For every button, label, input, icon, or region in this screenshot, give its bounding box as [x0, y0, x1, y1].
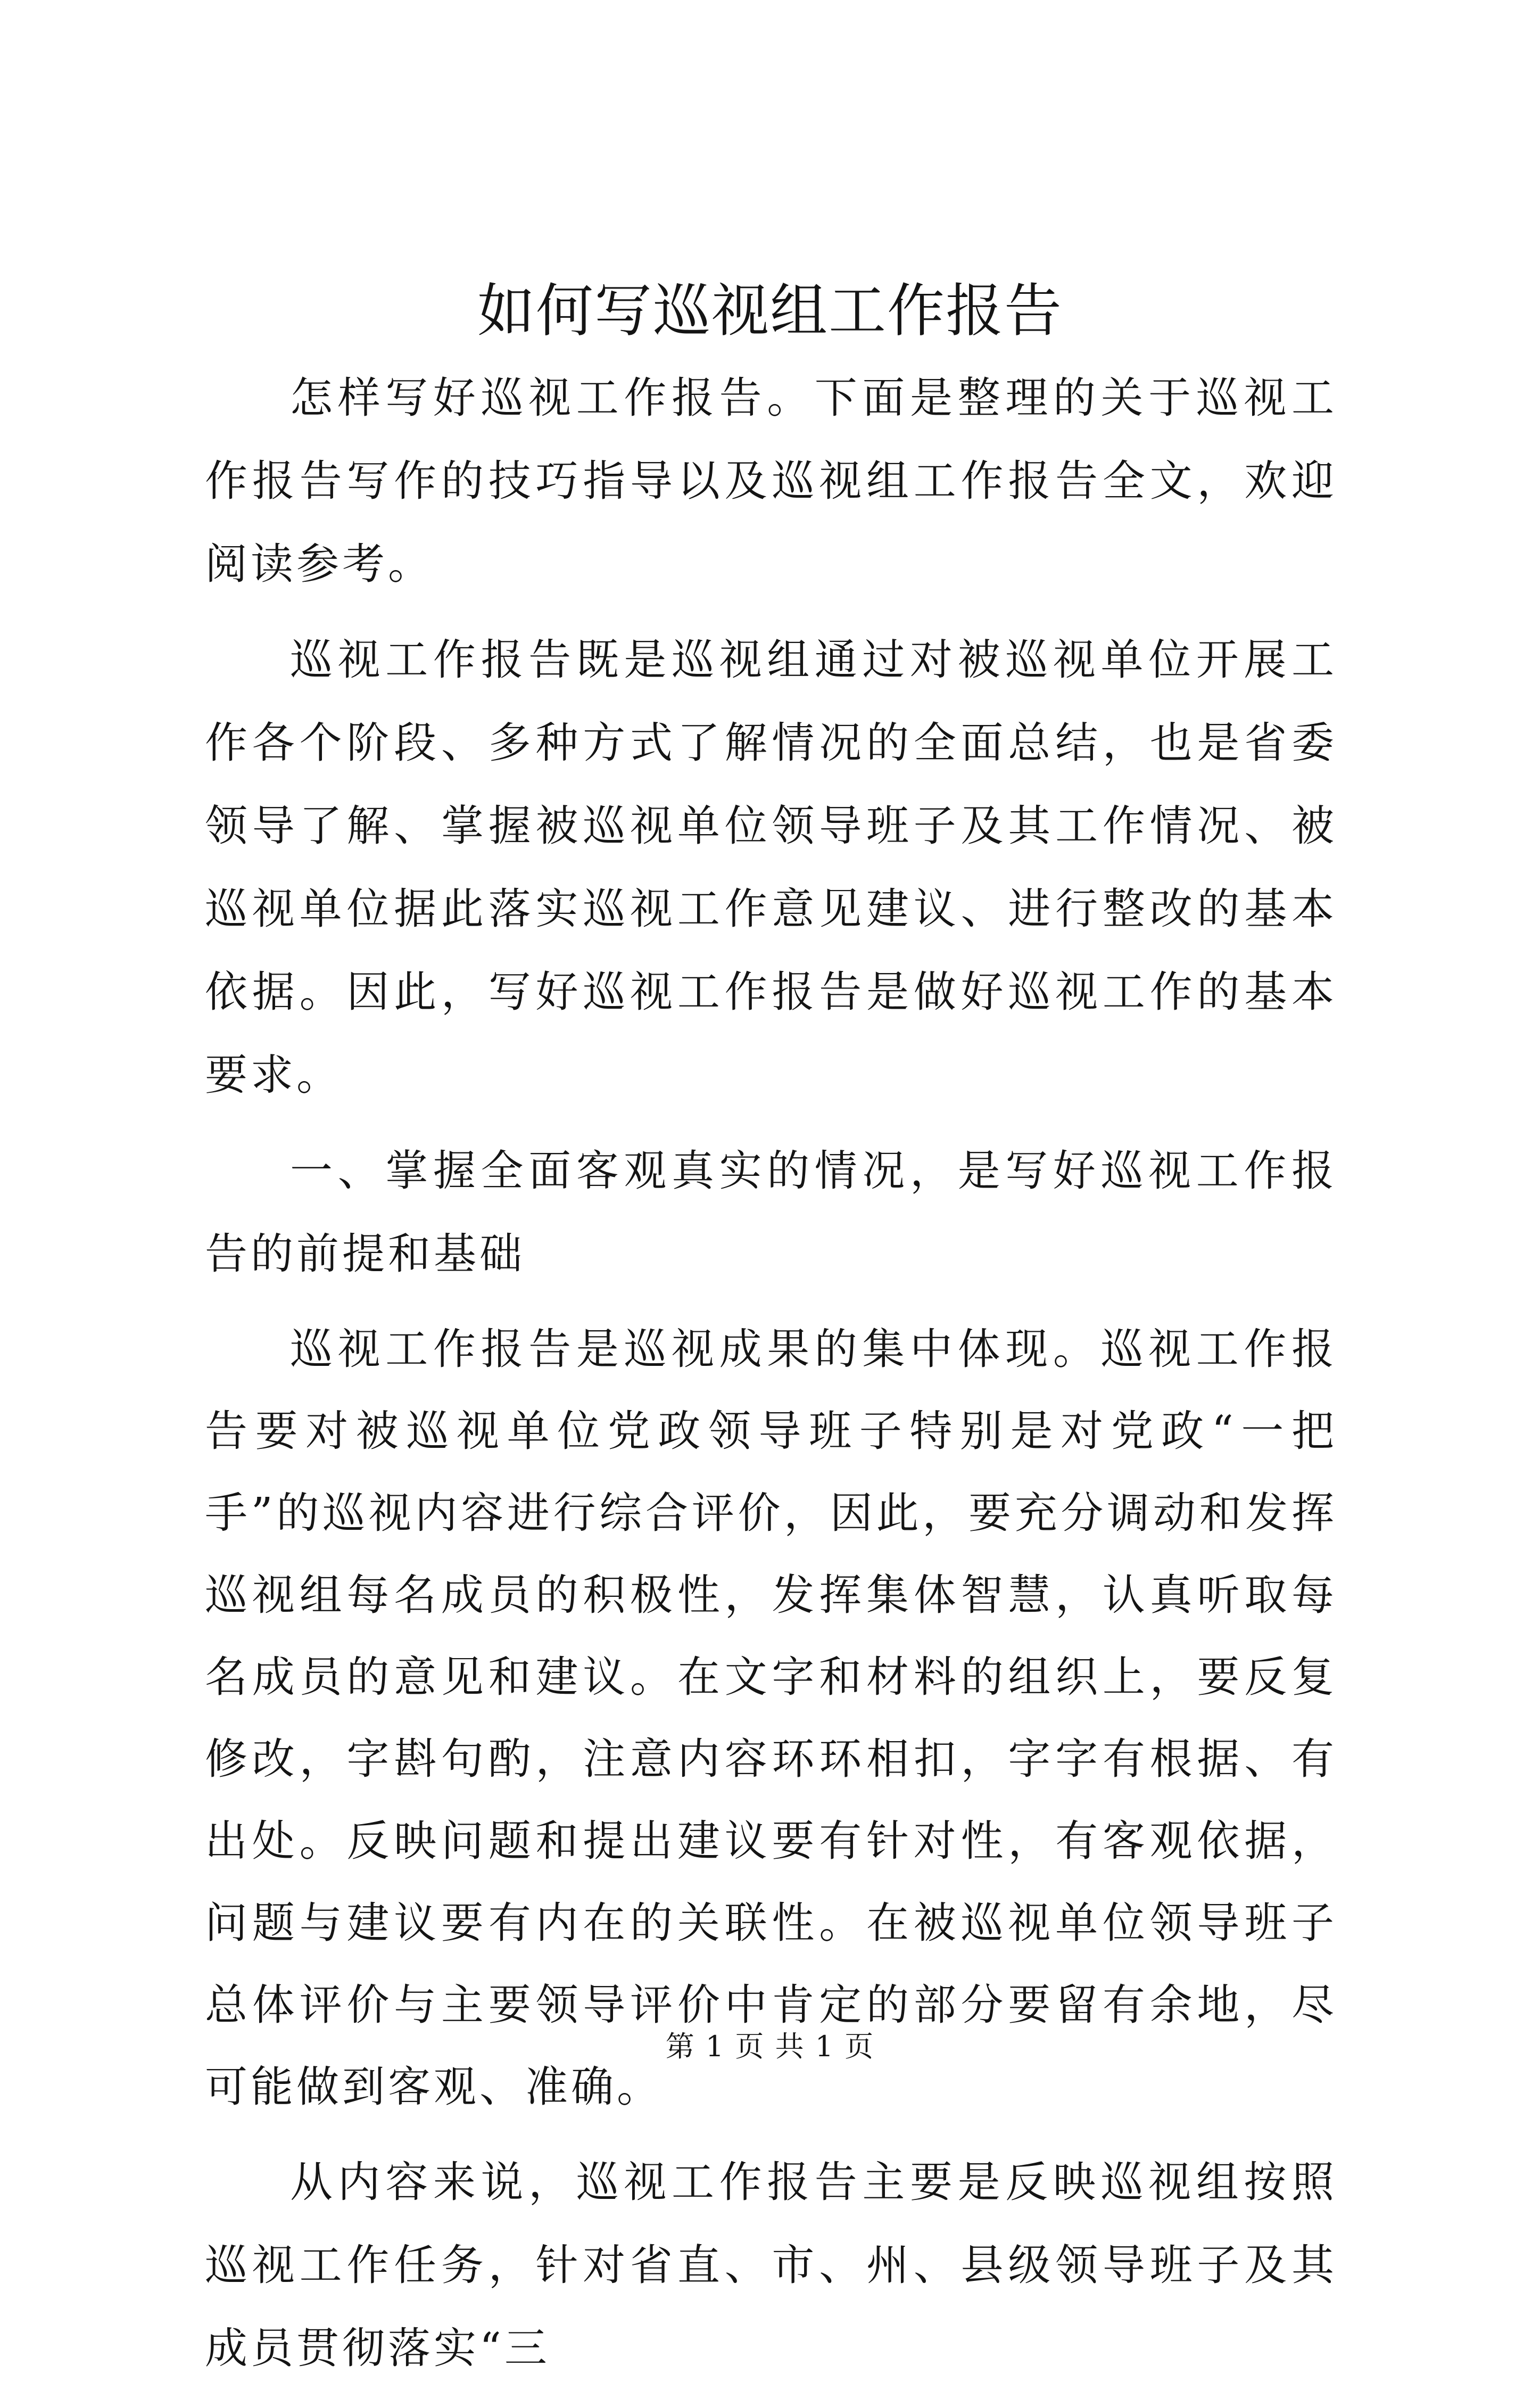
- paragraph-overview: 巡视工作报告既是巡视组通过对被巡视单位开展工作各个阶段、多种方式了解情况的全面总结，也是省委领导了解、掌握被巡视单位领导班子及其工作情况、被巡视单位据此落实巡视工作意见建议、进行整改的基本依据。因此，写好巡视工作报告是做好巡视工作的基本要求。: [205, 635, 1337, 1100]
- paragraph-intro: 怎样写好巡视工作报告。下面是整理的关于巡视工作报告写作的技巧指导以及巡视组工作报告全文，欢迎阅读参考。: [205, 373, 1337, 589]
- document-title: 如何写巡视组工作报告: [477, 278, 1063, 344]
- document-body: [205, 357, 1337, 2390]
- paragraph-section-1: 巡视工作报告是巡视成果的集中体现。巡视工作报告要对被巡视单位党政领导班子特别是对党政“一把手”的巡视内容进行综合评价，因此，要充分调动和发挥巡视组每名成员的积极性，发挥集体智慧，认真听取每名成员的意见和建议。在文字和材料的组织上，要反复修改，字斟句酌，注意内容环环相扣，字字有根据、有出处。反映问题和提出建议要有针对性，有客观依据，问题与建议要有内在的关联性。在被巡视单位领导班子总体评价与主要领导评价中肯定的部分要留有余地，尽可能做到客观、准确。: [205, 1324, 1337, 2112]
- section-heading-1: 一、掌握全面客观真实的情况，是写好巡视工作报告的前提和基础: [205, 1146, 1337, 1279]
- paragraph-content: 从内容来说，巡视工作报告主要是反映巡视组按照巡视工作任务，针对省直、市、州、县级领导班子及其成员贯彻落实“三: [205, 2157, 1337, 2373]
- page-number-footer: 第 1 页 共 1 页: [665, 2030, 875, 2063]
